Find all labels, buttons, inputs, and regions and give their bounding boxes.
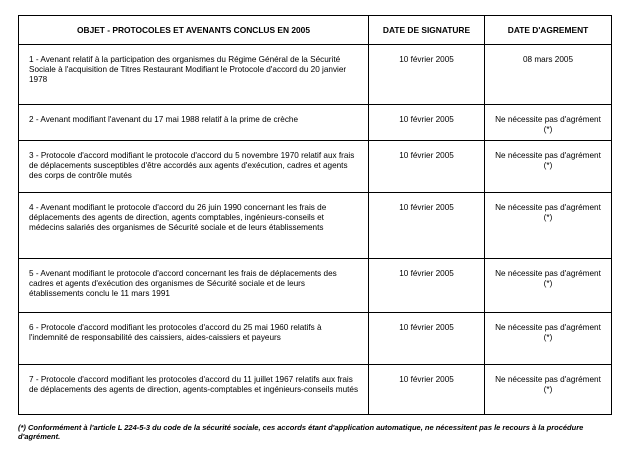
- cell-agrement: Ne nécessite pas d'agrément (*): [485, 193, 612, 259]
- cell-signature: 10 février 2005: [369, 259, 485, 313]
- cell-agrement: Ne nécessite pas d'agrément (*): [485, 313, 612, 365]
- cell-agrement: 08 mars 2005: [485, 45, 612, 105]
- footnote: (*) Conformément à l'article L 224-5-3 du code de la sécurité sociale, ces accords étant d'application automatique, ne nécessitent pas le recours à la procédure d'agrément.: [18, 423, 584, 441]
- cell-agrement: Ne nécessite pas d'agrément (*): [485, 259, 612, 313]
- cell-signature: 10 février 2005: [369, 141, 485, 193]
- table-row: [19, 365, 612, 415]
- cell-agrement: Ne nécessite pas d'agrément (*): [485, 105, 612, 141]
- cell-signature: 10 février 2005: [369, 313, 485, 365]
- cell-signature: 10 février 2005: [369, 105, 485, 141]
- cell-agrement: Ne nécessite pas d'agrément (*): [485, 141, 612, 193]
- cell-objet: 3 - Protocole d'accord modifiant le protocole d'accord du 5 novembre 1970 relatif aux frais de déplacements susceptibles d'être accordés aux agents d'exécution, cadres et agents des corps de contrôle mutés: [19, 141, 369, 193]
- cell-signature: 10 février 2005: [369, 365, 485, 415]
- table-row: [19, 45, 612, 105]
- table-row: [19, 141, 612, 193]
- header-objet: OBJET - PROTOCOLES ET AVENANTS CONCLUS EN 2005: [19, 16, 369, 45]
- cell-agrement: Ne nécessite pas d'agrément (*): [485, 365, 612, 415]
- cell-signature: 10 février 2005: [369, 193, 485, 259]
- cell-objet: 2 - Avenant modifiant l'avenant du 17 mai 1988 relatif à la prime de crèche: [19, 105, 369, 141]
- cell-objet: 1 - Avenant relatif à la participation des organismes du Régime Général de la Sécurité Sociale à l'acquisition de Titres Restaurant Modifiant le Protocole d'accord du 20 janvier 1978: [19, 45, 369, 105]
- table-row: [19, 193, 612, 259]
- header-date-agrement: DATE D'AGREMENT: [485, 16, 612, 45]
- table-header-row: [19, 16, 612, 45]
- cell-objet: 5 - Avenant modifiant le protocole d'accord concernant les frais de déplacements des cadres et agents d'exécution des organismes de Sécurité sociale et de leurs établissements conclu le 11 mars 1991: [19, 259, 369, 313]
- cell-objet: 4 - Avenant modifiant le protocole d'accord du 26 juin 1990 concernant les frais de déplacements des agents de direction, agents comptables, ingénieurs-conseils et médecins salariés des organismes de Sécurité sociale et de leurs établissements: [19, 193, 369, 259]
- table-row: [19, 105, 612, 141]
- cell-signature: 10 février 2005: [369, 45, 485, 105]
- table-row: [19, 313, 612, 365]
- table-row: [19, 259, 612, 313]
- protocols-table: [18, 15, 612, 415]
- cell-objet: 7 - Protocole d'accord modifiant les protocoles d'accord du 11 juillet 1967 relatifs aux frais de déplacements des agents de direction, agents-comptables et ingénieurs-conseils mutés: [19, 365, 369, 415]
- cell-objet: 6 - Protocole d'accord modifiant les protocoles d'accord du 25 mai 1960 relatifs à l'indemnité de responsabilité des caissiers, aides-caissiers et payeurs: [19, 313, 369, 365]
- header-date-signature: DATE DE SIGNATURE: [369, 16, 485, 45]
